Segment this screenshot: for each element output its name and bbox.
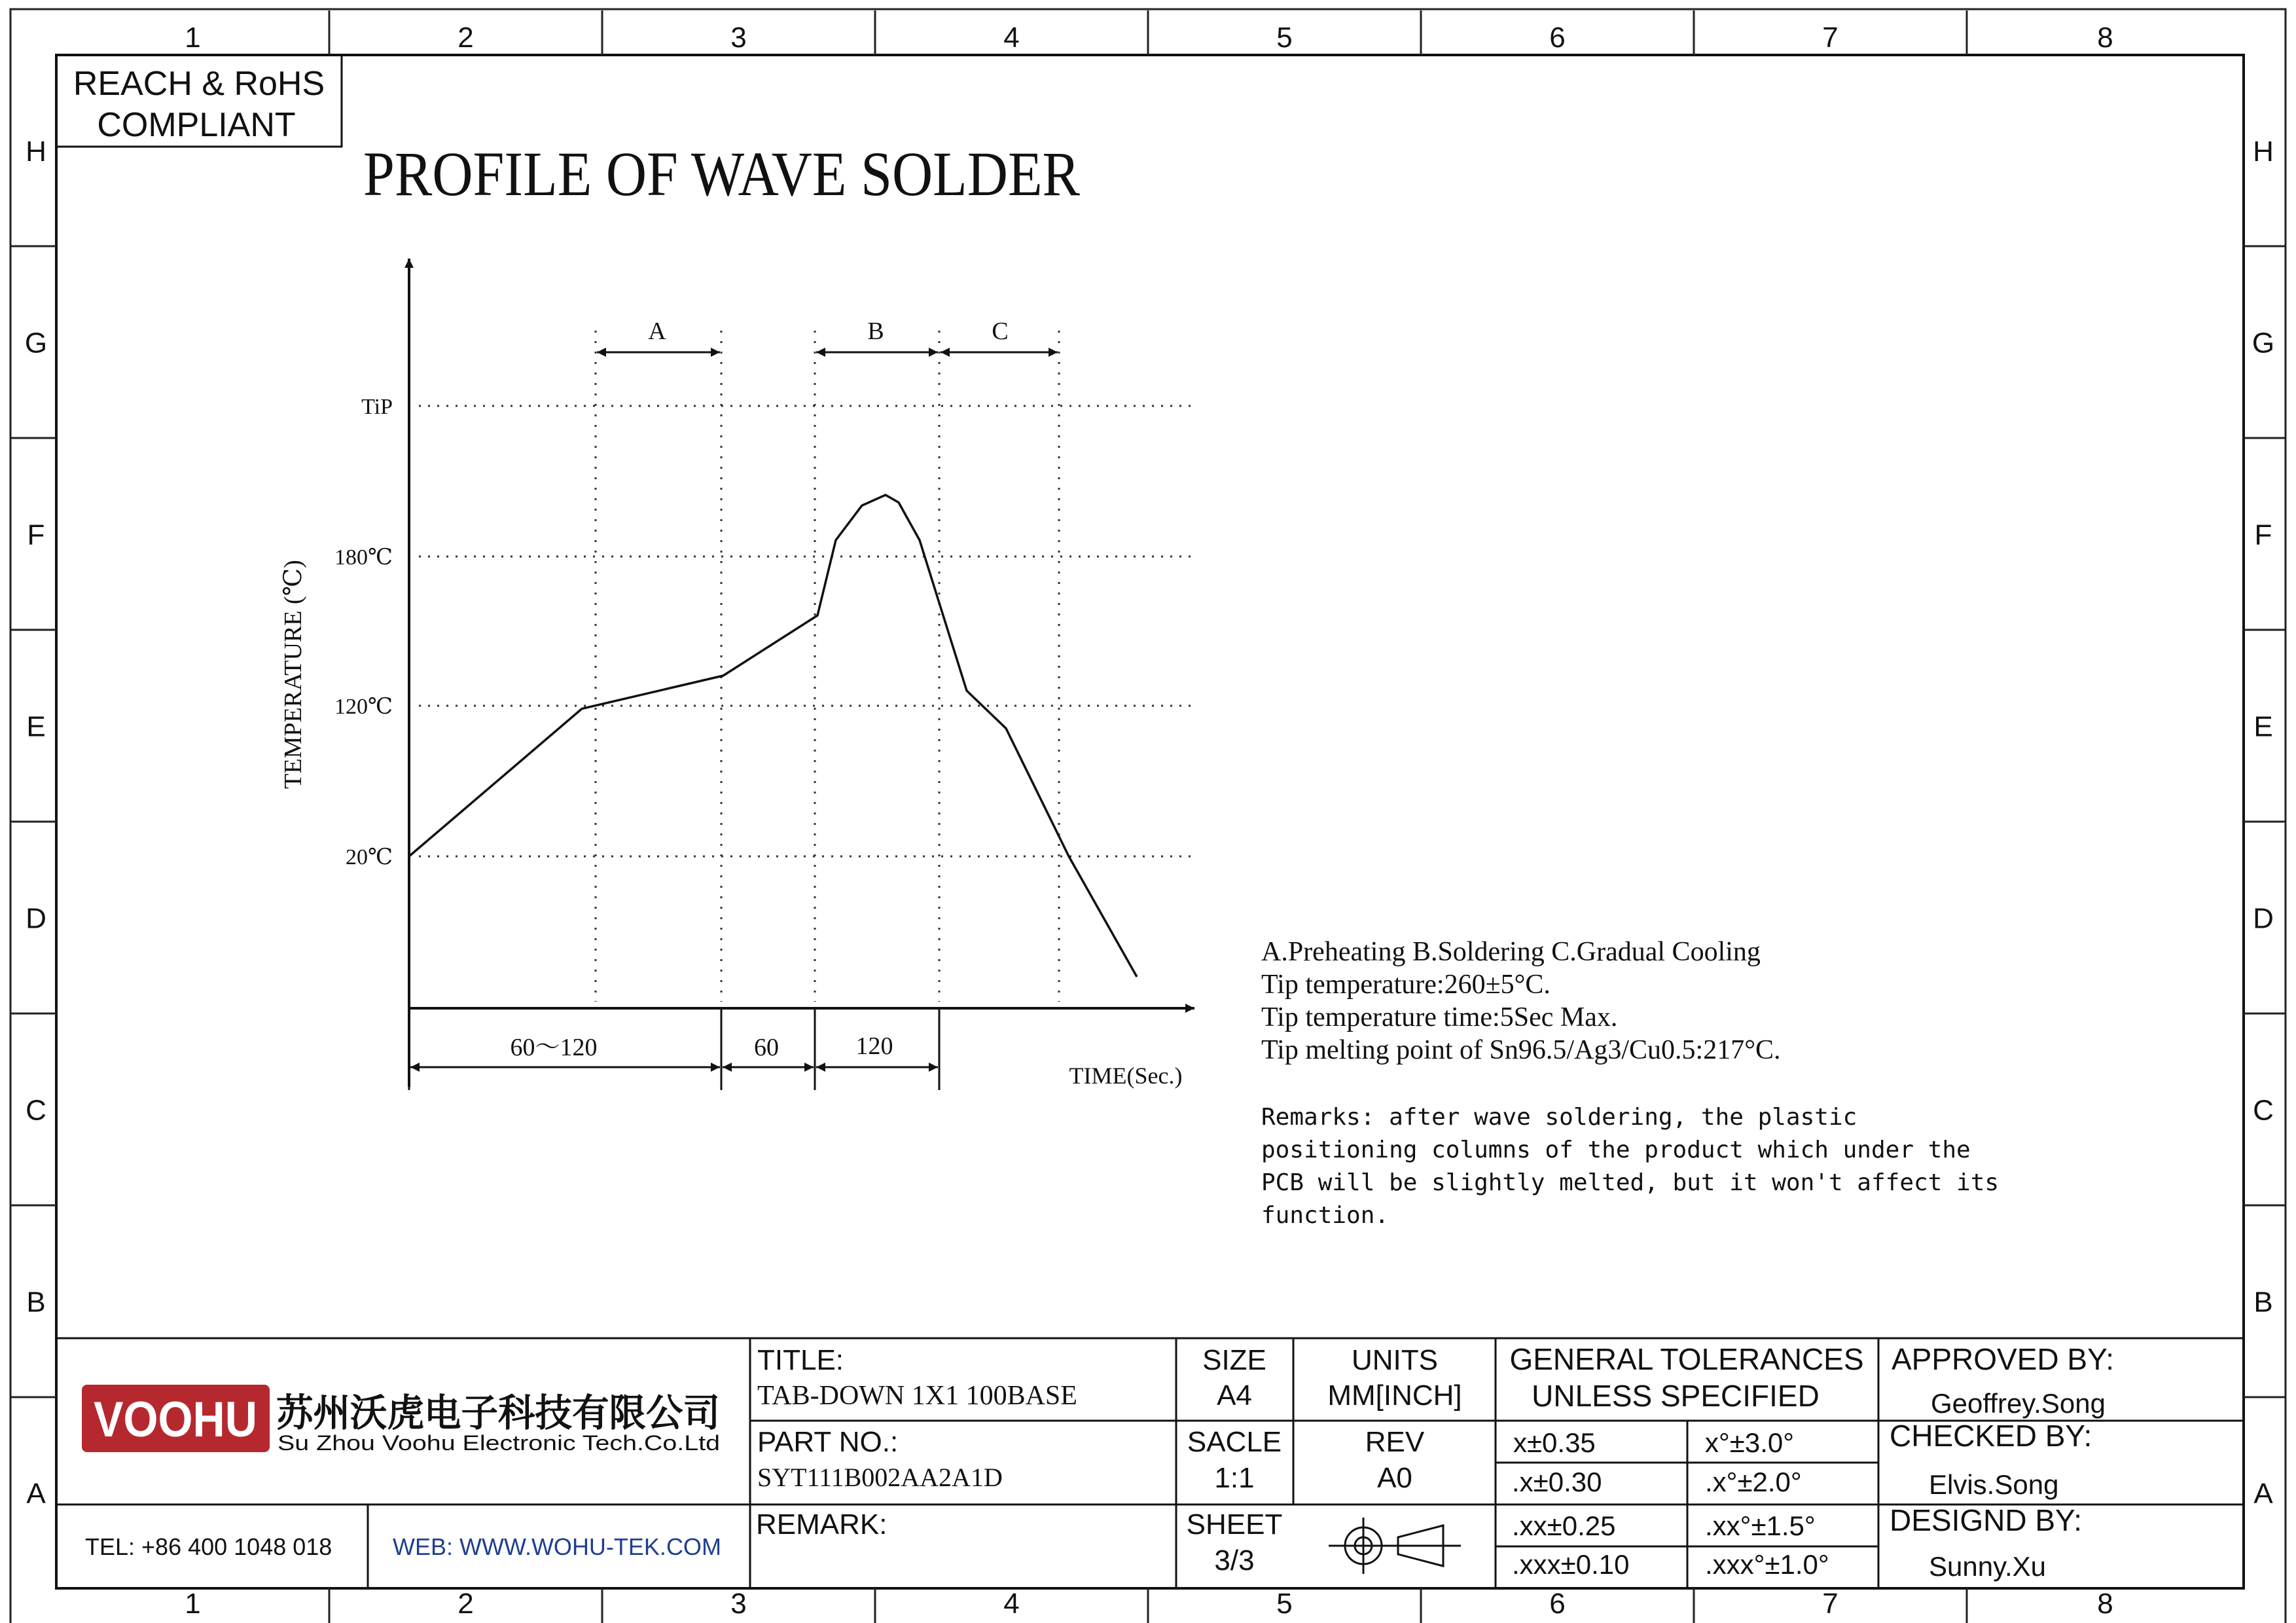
column-label-bottom: 5 (1276, 1588, 1293, 1620)
column-label-bottom: 8 (2097, 1588, 2113, 1620)
row-label-left: B (26, 1286, 46, 1319)
x-axis-label: TIME(Sec.) (1069, 1063, 1183, 1089)
checked-value: Elvis.Song (1929, 1469, 2059, 1500)
company-tel: TEL: +86 400 1048 018 (85, 1533, 332, 1560)
row-label-right: H (2253, 136, 2274, 168)
column-label-top: 1 (185, 22, 201, 54)
column-label-bottom: 4 (1003, 1588, 1020, 1620)
note-tip-time: Tip temperature time:5Sec Max. (1261, 1002, 1618, 1032)
row-label-left: D (26, 902, 46, 935)
note-zones: A.Preheating B.Soldering C.Gradual Cooling (1261, 937, 1761, 967)
remark-label: REMARK: (756, 1508, 888, 1541)
interval-label-1: 60～120 (510, 1034, 598, 1061)
outer-border (10, 9, 2286, 1623)
rev-label: REV (1365, 1426, 1425, 1458)
interval-label-2: 60 (754, 1034, 779, 1061)
designed-label: DESIGND BY: (1890, 1503, 2082, 1537)
y-axis-label: TEMPERATURE (℃) (279, 560, 307, 789)
zone-c-label: C (992, 318, 1009, 345)
column-label-bottom: 2 (457, 1588, 474, 1620)
approved-label: APPROVED BY: (1892, 1342, 2115, 1376)
scale-value: 1:1 (1214, 1462, 1255, 1494)
title-label: TITLE: (757, 1344, 844, 1376)
company-name-cn: 苏州沃虎电子科技有限公司 (276, 1392, 720, 1434)
column-label-top: 3 (730, 22, 747, 54)
column-label-bottom: 7 (1822, 1588, 1839, 1620)
remark-line-1: Remarks: after wave soldering, the plastic (1261, 1104, 1857, 1131)
row-label-left: C (26, 1094, 46, 1127)
zone-a-label: A (648, 318, 666, 345)
row-label-left: A (26, 1478, 46, 1510)
note-tip-temp: Tip temperature:260±5°C. (1261, 970, 1551, 1000)
row-label-right: F (2254, 519, 2272, 551)
interval-label-3: 120 (855, 1032, 893, 1060)
horizontal-grid (419, 406, 1198, 856)
solder-profile-chart (279, 259, 1198, 1090)
zone-b-label: B (867, 318, 884, 345)
sheet-value: 3/3 (1214, 1544, 1255, 1577)
checked-label: CHECKED BY: (1890, 1419, 2092, 1453)
column-label-top: 7 (1822, 22, 1839, 54)
title-value: TAB-DOWN 1X1 100BASE (757, 1381, 1077, 1411)
zone-labels (25, 22, 2274, 1620)
row-label-left: F (27, 519, 45, 551)
column-label-top: 5 (1276, 22, 1293, 54)
y-tick-label-120: 120℃ (334, 695, 393, 719)
y-tick-label-tip: TiP (361, 395, 393, 419)
units-label: UNITS (1352, 1344, 1438, 1376)
rev-value: A0 (1377, 1462, 1412, 1494)
designed-value: Sunny.Xu (1929, 1551, 2047, 1582)
size-value: A4 (1217, 1379, 1252, 1412)
tol-linear-0: x±0.35 (1513, 1427, 1596, 1458)
row-label-left: E (26, 710, 46, 743)
row-label-right: G (2251, 327, 2275, 359)
scale-label: SACLE (1187, 1426, 1282, 1458)
vertical-grid (596, 331, 1059, 1002)
company-logo-text: VOOHU (94, 1392, 257, 1448)
row-label-right: C (2253, 1094, 2274, 1127)
column-label-top: 6 (1549, 22, 1566, 54)
row-label-right: B (2253, 1286, 2273, 1319)
sheet-label: SHEET (1186, 1508, 1283, 1541)
part-value: SYT111B002AA2A1D (757, 1463, 1003, 1492)
tol-angular-3: .xxx°±1.0° (1705, 1549, 1829, 1580)
column-label-top: 4 (1003, 22, 1020, 54)
size-label: SIZE (1202, 1344, 1266, 1376)
tol-linear-3: .xxx±0.10 (1512, 1549, 1630, 1580)
y-tick-label-180: 180℃ (334, 545, 393, 570)
row-label-left: G (24, 327, 48, 359)
tol-angular-1: .x°±2.0° (1705, 1467, 1802, 1497)
column-label-bottom: 6 (1549, 1588, 1566, 1620)
tol-linear-2: .xx±0.25 (1512, 1510, 1616, 1541)
tolerances-title-2: UNLESS SPECIFIED (1532, 1379, 1820, 1413)
tolerances-title-1: GENERAL TOLERANCES (1509, 1342, 1864, 1376)
tol-angular-0: x°±3.0° (1705, 1427, 1795, 1458)
compliance-badge-line1: REACH & RoHS (73, 65, 325, 103)
drawing-title: PROFILE OF WAVE SOLDER (363, 139, 1080, 209)
remark-line-3: PCB will be slightly melted, but it won't affect its (1261, 1169, 2000, 1196)
profile-curve (409, 495, 1137, 977)
column-label-bottom: 1 (185, 1588, 201, 1620)
compliance-badge-line2: COMPLIANT (97, 106, 296, 144)
company-web[interactable]: WEB: WWW.WOHU-TEK.COM (393, 1533, 721, 1560)
tol-angular-2: .xx°±1.5° (1705, 1510, 1816, 1541)
tol-linear-1: .x±0.30 (1512, 1467, 1602, 1497)
approved-value: Geoffrey.Song (1931, 1388, 2106, 1419)
remark-line-4: function. (1261, 1202, 1390, 1229)
row-label-left: H (26, 136, 46, 168)
column-label-top: 2 (457, 22, 474, 54)
units-value: MM[INCH] (1327, 1379, 1462, 1412)
third-angle-projection-icon (1329, 1518, 1461, 1574)
row-label-right: A (2253, 1478, 2273, 1510)
column-label-bottom: 3 (730, 1588, 747, 1620)
column-label-top: 8 (2097, 22, 2113, 54)
zone-ticks (10, 10, 2286, 1623)
row-label-right: E (2253, 710, 2273, 743)
note-melting: Tip melting point of Sn96.5/Ag3/Cu0.5:217°C. (1261, 1035, 1781, 1065)
remark-line-2: positioning columns of the product which under the (1261, 1137, 1971, 1163)
row-label-right: D (2253, 902, 2274, 935)
y-tick-label-20: 20℃ (345, 845, 393, 869)
company-name-en: Su Zhou Voohu Electronic Tech.Co.Ltd (278, 1431, 720, 1455)
part-label: PART NO.: (757, 1426, 899, 1458)
